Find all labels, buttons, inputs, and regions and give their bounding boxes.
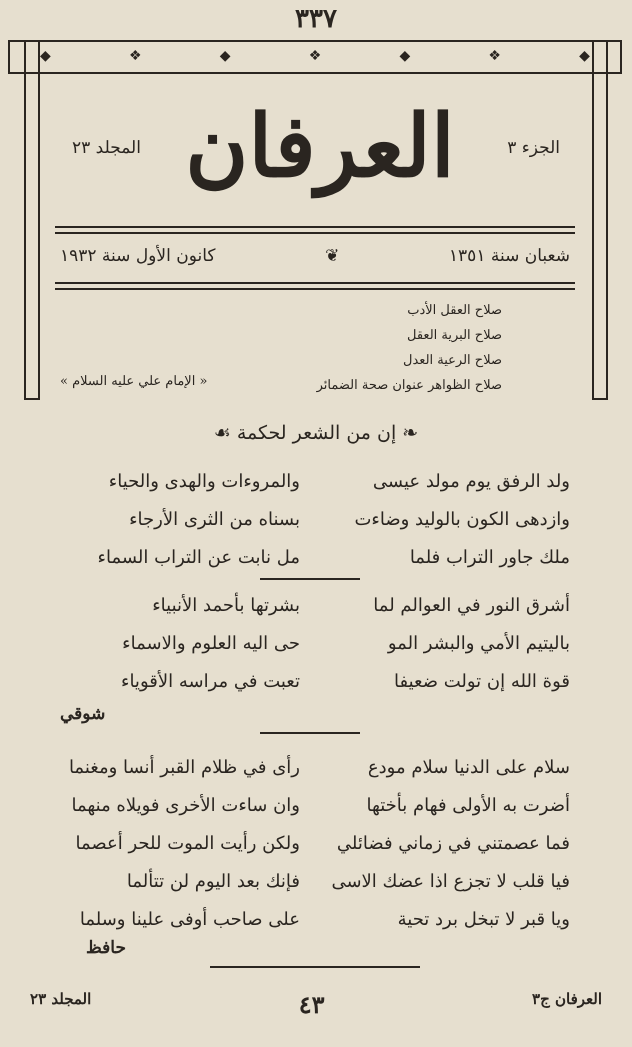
- verse: [60, 500, 570, 538]
- verse-second-half: مل نابت عن التراب السماء: [97, 546, 300, 568]
- ornamental-frame-right: [592, 40, 608, 400]
- separator: [260, 578, 360, 580]
- quote-author: « الإمام علي عليه السلام »: [60, 374, 208, 389]
- verse: [60, 624, 570, 662]
- quote-line: صلاح الرعية العدل: [403, 353, 502, 368]
- quote-line: صلاح البرية العقل: [407, 328, 502, 343]
- verse-first-half: فما عصمتني في زماني فضائلي: [336, 832, 570, 854]
- verse-first-half: ويا قبر لا تبخل برد تحية: [397, 908, 570, 930]
- verse-first-half: أشرق النور في العوالم لما: [373, 594, 570, 616]
- poet-name: شوقي: [60, 704, 106, 724]
- verse: [60, 662, 570, 700]
- verse: [60, 748, 570, 786]
- ornament-icon: ◆: [399, 48, 411, 64]
- verse: [60, 824, 570, 862]
- verse-first-half: ولد الرفق يوم مولد عيسى: [372, 470, 570, 492]
- ornament-icon: ❖: [488, 48, 501, 64]
- hijri-date: شعبان سنة ١٣٥١: [448, 246, 570, 266]
- poem-1-cont: [60, 586, 570, 700]
- verse-second-half: حى اليه العلوم والاسماء: [122, 632, 300, 654]
- poem-title-text: إن من الشعر لحكمة: [236, 422, 397, 444]
- poem-2: [60, 748, 570, 938]
- verse-second-half: تعبت في مراسه الأقوياء: [120, 670, 300, 692]
- divider: [55, 226, 575, 228]
- masthead: [0, 96, 632, 206]
- poem-1: [60, 462, 570, 576]
- poet-name: حافظ: [86, 938, 126, 958]
- verse-second-half: بشرتها بأحمد الأنبياء: [152, 594, 300, 616]
- divider: [55, 282, 575, 284]
- ornament-icon: ◆: [40, 48, 51, 64]
- verse-second-half: ولكن رأيت الموت للحر أعصما: [75, 832, 300, 854]
- verse-first-half: سلام على الدنيا سلام مودع: [367, 756, 570, 778]
- verse-second-half: فإنك بعد اليوم لن تتألما: [126, 870, 300, 892]
- ornament-icon: ◆: [579, 48, 590, 64]
- footer-volume: المجلد ٢٣: [30, 990, 92, 1008]
- verse-second-half: رأى في ظلام القبر أنسا ومغنما: [68, 756, 300, 778]
- verse-first-half: أضرت به الأولى فهام بأختها: [366, 794, 570, 816]
- ornament-icon: ☙: [213, 422, 237, 444]
- ornamental-frame-left: [24, 40, 40, 400]
- fleuron-icon: ❦: [325, 246, 340, 266]
- verse: [60, 900, 570, 938]
- footer-journal: العرفان ج٣: [532, 990, 602, 1008]
- ornament-icon: ❧: [396, 422, 419, 444]
- ornament-row: [40, 48, 590, 64]
- verse-first-half: باليتيم الأمي والبشر المو: [387, 632, 570, 654]
- volume-label: المجلد ٢٣: [72, 138, 141, 158]
- separator: [260, 732, 360, 734]
- verse: [60, 462, 570, 500]
- magazine-title: العرفان: [185, 96, 455, 197]
- verse-second-half: بسناه من الثرى الأرجاء: [129, 508, 300, 530]
- ornament-icon: ◆: [219, 48, 231, 64]
- verse: [60, 586, 570, 624]
- verse-second-half: وان ساءت الأخرى فويلاه منهما: [71, 794, 300, 816]
- verse: [60, 538, 570, 576]
- date-row: [60, 246, 570, 266]
- ornament-icon: ❖: [128, 48, 142, 64]
- separator: [210, 966, 420, 968]
- divider: [55, 232, 575, 234]
- verse-first-half: قوة الله إن تولت ضعيفا: [394, 670, 570, 692]
- page-number-top: ٣٣٧: [295, 4, 337, 34]
- verse-second-half: والمروءات والهدى والحياء: [108, 470, 300, 492]
- part-label: الجزء ٣: [507, 138, 560, 158]
- verse-first-half: ملك جاور التراب فلما: [409, 546, 570, 568]
- verse-first-half: وازدهى الكون بالوليد وضاءت: [354, 508, 570, 530]
- verse-second-half: على صاحب أوفى علينا وسلما: [79, 908, 300, 930]
- footer-page-number: ٤٣: [298, 990, 325, 1019]
- verse-first-half: فيا قلب لا تجزع اذا عضك الاسى: [331, 870, 570, 892]
- gregorian-date: كانون الأول سنة ١٩٣٢: [60, 246, 216, 266]
- verse: [60, 786, 570, 824]
- verse: [60, 862, 570, 900]
- quote-block: [302, 298, 502, 398]
- ornament-icon: ❖: [308, 48, 322, 64]
- quote-line: صلاح الظواهر عنوان صحة الضمائر: [316, 378, 502, 393]
- page-footer: [30, 990, 602, 1019]
- poem-title: [0, 422, 632, 444]
- divider: [55, 288, 575, 290]
- quote-line: صلاح العقل الأدب: [407, 303, 502, 318]
